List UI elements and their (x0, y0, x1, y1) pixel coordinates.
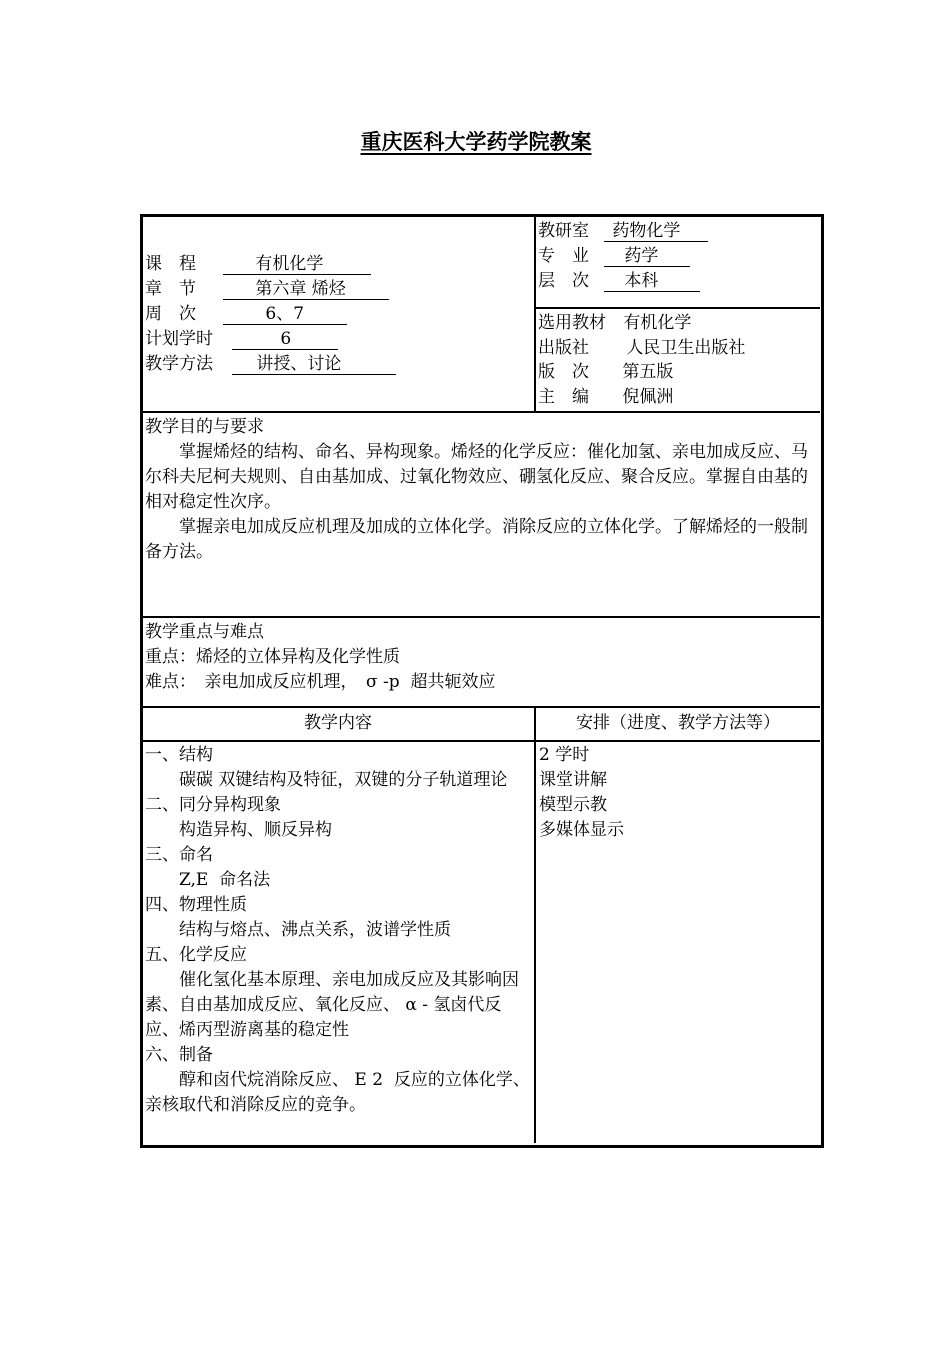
objectives-paragraph-1: 掌握烯烃的结构、命名、异构现象。烯烃的化学反应：催化加氢、亲电加成反应、马尔科夫尼柯夫规则、自由基加成、过氧化物效应、硼氢化反应、聚合反应。掌握自由基的相对稳定性次序。 (145, 442, 808, 512)
header-divider (534, 216, 536, 412)
chapter-row (145, 277, 389, 301)
arrangement-item: 2 学时 (539, 745, 590, 765)
content-detail: 碳碳 双键结构及特征，双键的分子轨道理论 (179, 770, 508, 790)
dept-row (538, 219, 708, 243)
content-heading: 五、化学反应 (145, 945, 247, 965)
course-value: 有机化学 (223, 254, 371, 275)
content-detail: 结构与熔点、沸点关系，波谱学性质 (179, 920, 451, 940)
level-value: 本科 (604, 271, 700, 292)
page-title: 重庆医科大学药学院教案 (360, 130, 592, 154)
keypoints-key: 重点：烯烃的立体异构及化学性质 (145, 647, 400, 667)
editor-value: 倪佩洲 (622, 387, 674, 407)
edition-label: 版 次 (538, 362, 589, 382)
editor-row (538, 385, 673, 409)
publisher-value: 人民卫生出版社 (626, 338, 746, 358)
content-heading: 三、命名 (145, 845, 213, 865)
dept-label: 教研室 (538, 221, 589, 241)
arrangement-item: 模型示教 (539, 795, 607, 815)
right-header-divider (536, 307, 820, 309)
keypoints-heading: 教学重点与难点 (145, 622, 264, 642)
edition-row (538, 360, 673, 384)
hours-row (145, 327, 338, 351)
course-row (145, 252, 371, 276)
method-label: 教学方法 (145, 354, 213, 374)
chapter-value: 第六章 烯烃 (223, 279, 389, 300)
objectives-section (145, 415, 817, 565)
method-row (145, 352, 396, 376)
hours-label: 计划学时 (145, 329, 213, 349)
hours-value: 6 (232, 329, 338, 350)
chapter-label: 章 节 (145, 279, 196, 299)
content-divider (534, 707, 536, 1143)
row-divider-columns (142, 706, 820, 708)
content-heading: 四、物理性质 (145, 895, 247, 915)
column-header-content: 教学内容 (304, 713, 372, 733)
level-label: 层 次 (538, 271, 589, 291)
content-list (145, 743, 533, 1118)
arrangement-list (539, 743, 817, 843)
major-row (538, 244, 690, 268)
publisher-label: 出版社 (538, 338, 589, 358)
editor-label: 主 编 (538, 387, 589, 407)
content-detail: 催化氢化基本原理、亲电加成反应及其影响因素、自由基加成反应、氧化反应、 α - 氢卤代反应、烯丙型游离基的稳定性 (145, 970, 519, 1040)
arrangement-item: 课堂讲解 (539, 770, 607, 790)
level-row (538, 269, 700, 293)
dept-value: 药物化学 (604, 221, 708, 242)
content-heading: 六、制备 (145, 1045, 213, 1065)
week-row (145, 302, 347, 326)
edition-value: 第五版 (622, 362, 674, 382)
keypoints-difficult: 难点： 亲电加成反应机理， σ -p 超共轭效应 (145, 672, 496, 692)
week-value: 6、7 (223, 304, 347, 325)
week-label: 周 次 (145, 304, 196, 324)
textbook-label: 选用教材 (538, 313, 606, 333)
major-value: 药学 (604, 246, 690, 267)
method-value: 讲授、讨论 (232, 354, 396, 375)
row-divider-objectives (142, 411, 820, 413)
content-detail: 醇和卤代烷消除反应、 E 2 反应的立体化学、亲核取代和消除反应的竞争。 (145, 1070, 530, 1115)
course-label: 课 程 (145, 254, 196, 274)
textbook-row (538, 311, 691, 335)
keypoints-section (145, 620, 817, 695)
content-heading: 二、同分异构现象 (145, 795, 281, 815)
content-heading: 一、结构 (145, 745, 213, 765)
objectives-heading: 教学目的与要求 (145, 417, 264, 437)
row-divider-content (142, 740, 820, 742)
textbook-value: 有机化学 (623, 313, 692, 333)
arrangement-item: 多媒体显示 (539, 820, 624, 840)
column-header-arrangement: 安排（进度、教学方法等） (576, 713, 780, 733)
publisher-row (538, 336, 745, 360)
objectives-paragraph-2: 掌握亲电加成反应机理及加成的立体化学。消除反应的立体化学。了解烯烃的一般制备方法。 (145, 517, 808, 562)
content-detail: 构造异构、顺反异构 (179, 820, 332, 840)
major-label: 专 业 (538, 246, 589, 266)
content-detail: Z,E 命名法 (179, 870, 271, 890)
row-divider-keypoints (142, 616, 820, 618)
